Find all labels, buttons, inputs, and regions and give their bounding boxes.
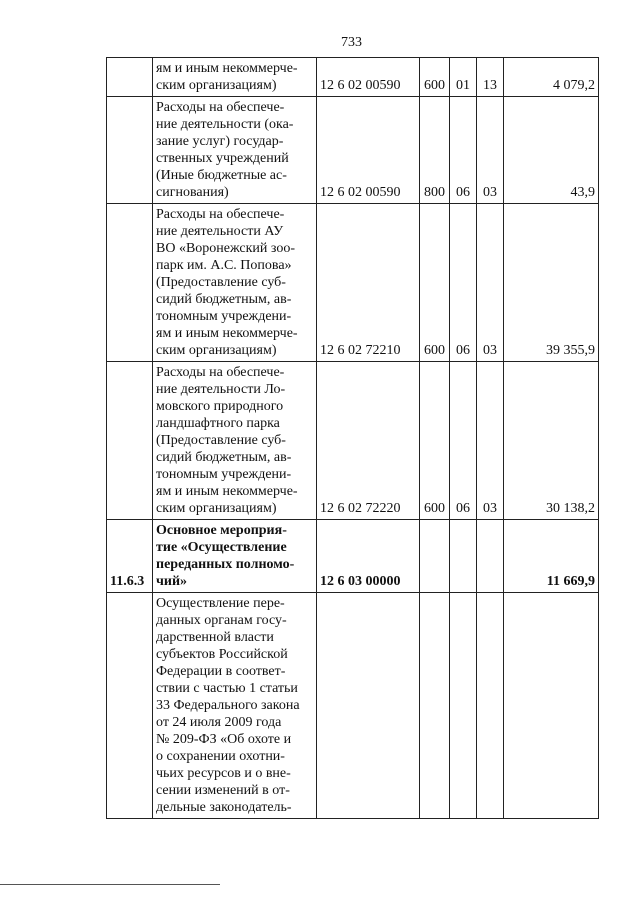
table-row [107, 593, 599, 819]
item-name-cell: Расходы на обеспече- ние деятельности АУ ВО «Воронежский зоо- парк им. А.С. Попова» (Предоставление суб- сидий бюджетным, ав- тономным учреждени- ям и иным некоммерче- ским организациям) [153, 204, 317, 362]
expense-type-cell [420, 520, 450, 593]
amount-cell: 11 669,9 [504, 520, 599, 593]
item-name-cell: ям и иным некоммерче- ским организациям) [153, 58, 317, 97]
expense-type-cell [420, 593, 450, 819]
section-cell: 01 [450, 58, 477, 97]
budget-table [106, 57, 599, 819]
table-row [107, 520, 599, 593]
row-number-cell [107, 58, 153, 97]
expense-type-cell: 600 [420, 362, 450, 520]
section-cell: 06 [450, 362, 477, 520]
table-row [107, 58, 599, 97]
section-cell [450, 520, 477, 593]
row-number-cell [107, 204, 153, 362]
target-code-cell [317, 593, 420, 819]
expense-type-cell: 600 [420, 58, 450, 97]
target-code-cell: 12 6 02 00590 [317, 58, 420, 97]
row-number-cell [107, 593, 153, 819]
target-code-cell: 12 6 02 72220 [317, 362, 420, 520]
footnote-divider [0, 884, 220, 885]
subsection-cell: 03 [477, 362, 504, 520]
expense-type-cell: 800 [420, 97, 450, 204]
amount-cell: 30 138,2 [504, 362, 599, 520]
budget-table-body [107, 58, 599, 819]
expense-type-cell: 600 [420, 204, 450, 362]
amount-cell: 4 079,2 [504, 58, 599, 97]
section-cell [450, 593, 477, 819]
item-name-cell: Расходы на обеспече- ние деятельности (ока- зание услуг) государ- ственных учреждений (Иные бюджетные ас- сигнования) [153, 97, 317, 204]
item-name-cell: Расходы на обеспече- ние деятельности Ло- мовского природного ландшафтного парка (Предоставление суб- сидий бюджетным, ав- тономным учреждени- ям и иным некоммерче- ским организациям) [153, 362, 317, 520]
item-name-cell: Основное мероприя- тие «Осуществление переданных полномо- чий» [153, 520, 317, 593]
amount-cell: 43,9 [504, 97, 599, 204]
row-number-cell: 11.6.3 [107, 520, 153, 593]
target-code-cell: 12 6 03 00000 [317, 520, 420, 593]
subsection-cell: 13 [477, 58, 504, 97]
target-code-cell: 12 6 02 72210 [317, 204, 420, 362]
row-number-cell [107, 97, 153, 204]
target-code-cell: 12 6 02 00590 [317, 97, 420, 204]
table-row [107, 97, 599, 204]
item-name-cell: Осуществление пере- данных органам госу- дарственной власти субъектов Российской Федерации в соответ- ствии с частью 1 статьи 33 Федерального закона от 24 июля 2009 года № 209-ФЗ «Об охоте и о сохранении охотни- чьих ресурсов и о вне- сении изменений в от- дельные законодатель- [153, 593, 317, 819]
subsection-cell [477, 593, 504, 819]
row-number-cell [107, 362, 153, 520]
amount-cell [504, 593, 599, 819]
table-row [107, 204, 599, 362]
subsection-cell: 03 [477, 204, 504, 362]
section-cell: 06 [450, 204, 477, 362]
section-cell: 06 [450, 97, 477, 204]
subsection-cell: 03 [477, 97, 504, 204]
subsection-cell [477, 520, 504, 593]
table-row [107, 362, 599, 520]
page-number: 733 [341, 35, 362, 50]
amount-cell: 39 355,9 [504, 204, 599, 362]
